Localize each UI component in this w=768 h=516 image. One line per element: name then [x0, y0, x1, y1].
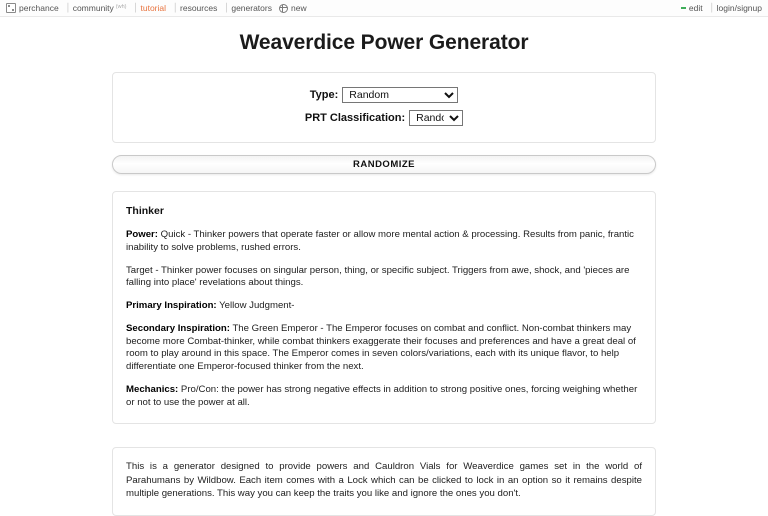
description-text: This is a generator designed to provide powers and Cauldron Vials for Weaverdice games set in the world of Parahumans by Wildbow. Each item comes with a Lock which can be clicked to lock in an option so it remains despite multiple generations. This way you can keep the traits you like and ignore the ones you don't.: [126, 461, 642, 500]
result-entry-primary-inspiration-label: Primary Inspiration:: [126, 300, 217, 311]
bar-separator-icon: │: [224, 3, 230, 12]
bar-separator-icon: │: [173, 3, 179, 12]
options-panel: [112, 72, 656, 143]
top-navbar: [0, 0, 768, 17]
type-select[interactable]: [342, 87, 458, 103]
nav-item-new[interactable]: [279, 4, 307, 13]
nav-item-edit-label: edit: [688, 2, 703, 13]
prt-classification-select[interactable]: [409, 110, 463, 126]
page-title: Weaverdice Power Generator: [239, 31, 529, 54]
result-entry-mechanics: [126, 384, 642, 410]
results-panel: [112, 191, 656, 424]
nav-item-generators[interactable]: [224, 4, 272, 13]
nav-item-perchance[interactable]: [6, 3, 59, 13]
type-label: Type:: [309, 89, 339, 101]
prt-classification-row: [113, 110, 655, 126]
nav-item-perchance-label: perchance: [19, 2, 59, 13]
globe-icon: [279, 4, 288, 13]
perchance-logo-icon: [6, 3, 16, 13]
result-entry-target-text: Target - Thinker power focuses on singular person, thing, or specific subject. Triggers from awe, shock, and 'pieces are falling into place' revelations about things.: [126, 264, 630, 289]
nav-item-community[interactable]: [66, 4, 127, 13]
nav-item-generators-label: generators: [231, 2, 272, 13]
nav-item-tutorial-label: tutorial: [140, 2, 167, 13]
navbar-left-group: [6, 3, 681, 13]
randomize-button[interactable]: RANDOMIZE: [112, 155, 656, 174]
nav-item-resources-label: resources: [180, 2, 218, 13]
result-entry-mechanics-label: Mechanics:: [126, 383, 179, 395]
type-row: [113, 87, 655, 103]
bar-separator-icon: │: [133, 3, 139, 12]
result-entry-target: [126, 265, 642, 291]
nav-item-tutorial[interactable]: [134, 4, 167, 13]
result-entry-power: [126, 229, 642, 255]
result-entry-secondary-inspiration: [126, 323, 642, 374]
nav-item-community-badge: (wh): [115, 4, 127, 11]
nav-item-login-signup[interactable]: [710, 4, 762, 13]
nav-item-resources[interactable]: [173, 4, 217, 13]
result-entry-primary-inspiration: [126, 300, 642, 313]
prt-classification-label: PRT Classification:: [304, 112, 406, 124]
result-entry-power-text: Quick - Thinker powers that operate faster or allow more mental action & processing. Results from panic, frantic inability to solve problems, rushed errors.: [126, 229, 634, 253]
bar-separator-icon: │: [709, 3, 715, 12]
result-entry-primary-inspiration-text: Yellow Judgment-: [216, 300, 295, 311]
nav-item-new-label: new: [290, 2, 307, 13]
result-entry-secondary-inspiration-text: The Green Emperor - The Emperor focuses on combat and conflict. Non-combat thinkers may become more Combat-thinker, while combat thinkers exaggerate their focuses and preferences and have a great deal of room to play around in this space. The Emperor comes in seven colors/variations, each with its unique flavor, to help differentiate one Emperor-focused thinker from the next.: [126, 322, 636, 372]
result-entry-secondary-inspiration-label: Secondary Inspiration:: [126, 322, 230, 334]
result-entry-mechanics-text: Pro/Con: the power has strong negative effects in addition to strong positive ones, forcing weighing whether or not to use the power at all.: [126, 383, 638, 408]
bar-separator-icon: │: [65, 3, 71, 12]
nav-item-edit[interactable]: [681, 4, 703, 13]
description-panel: [112, 447, 656, 516]
result-entry-power-label: Power:: [126, 229, 158, 240]
navbar-right-group: [681, 4, 762, 13]
nav-item-login-signup-label: login/signup: [716, 2, 762, 13]
page-body: [0, 17, 768, 516]
nav-item-community-label: community: [72, 2, 114, 13]
green-dash-icon: [681, 7, 686, 9]
result-category-heading: Thinker: [126, 205, 164, 217]
